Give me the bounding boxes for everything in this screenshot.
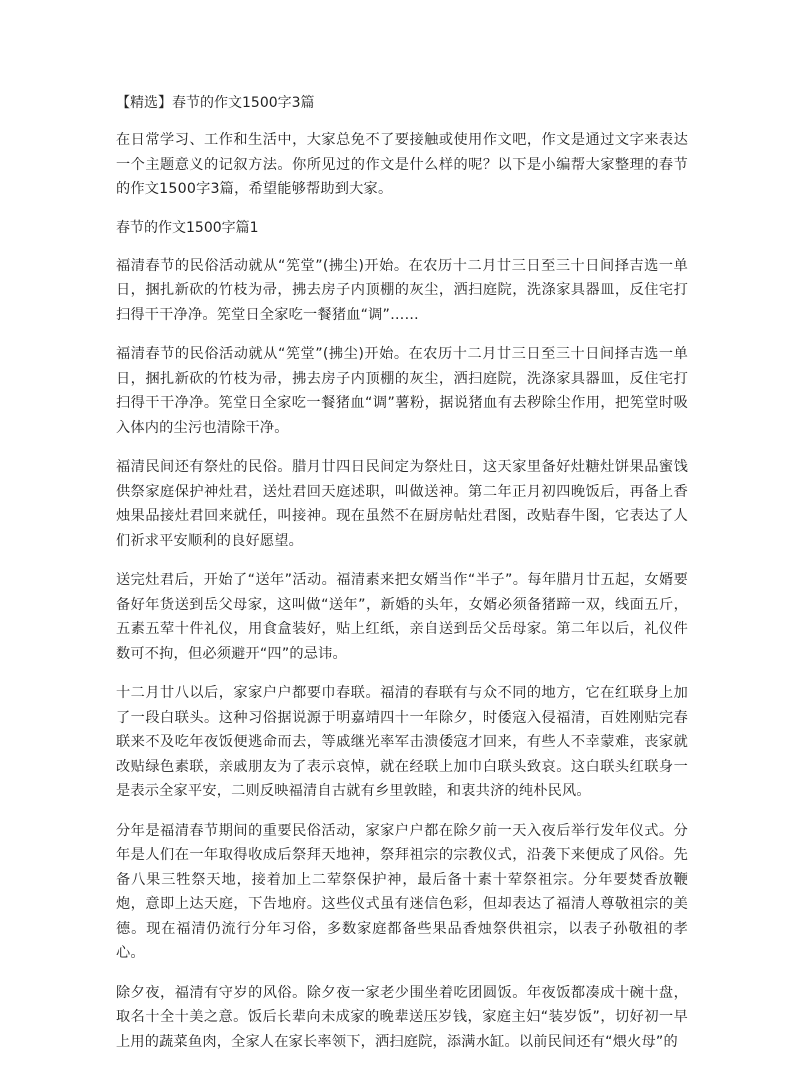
body-paragraph: 福清春节的民俗活动就从“筅堂”(拂尘)开始。在农历十二月廿三日至三十日间择吉选一单日，捆扎新砍的竹枝为帚，拂去房子内顶棚的灰尘，洒扫庭院，洗涤家具器皿，反住宅打扫得干干净净。筅堂日全家吃一餐猪血“调”薯粉，据说猪血有去秽除尘作用，把筅堂时吸入体内的尘污也清除干净。 bbox=[116, 346, 688, 436]
body-paragraph: 福清春节的民俗活动就从“筅堂”(拂尘)开始。在农历十二月廿三日至三十日间择吉选一单日，捆扎新砍的竹枝为帚，拂去房子内顶棚的灰尘，洒扫庭院，洗涤家具器皿，反住宅打扫得干干净净。筅堂日全家吃一餐猪血“调”…… bbox=[116, 257, 688, 323]
body-paragraph: 分年是福清春节期间的重要民俗活动，家家户户都在除夕前一天入夜后举行发年仪式。分年是人们在一年取得收成后祭拜天地神，祭拜祖宗的宗教仪式，沿袭下来便成了风俗。先备八果三牲祭天地，接着加上二荤祭保护神，最后备十素十荤祭祖宗。分年要焚香放鞭炮，意即上达天庭，下告地府。这些仪式虽有迷信色彩，但却表达了福清人尊敬祖宗的美德。现在福清仍流行分年习俗，多数家庭都备些果品香烛祭供祖宗，以表子孙敬祖的孝心。 bbox=[116, 822, 688, 961]
body-paragraph: 十二月廿八以后，家家户户都要巾春联。福清的春联有与众不同的地方，它在红联身上加了一段白联头。这种习俗据说源于明嘉靖四十一年除夕，时倭寇入侵福清，百姓刚贴完春联来不及吃年夜饭便逃命而去，等戚继光率军击溃倭寇才回来，有些人不幸蒙难，丧家就改贴绿色素联，亲戚朋友为了表示哀悼，就在经联上加巾白联头致哀。这白联头红联身一是表示全家平安，二则反映福清自古就有乡里敦睦，和衷共济的纯朴民风。 bbox=[116, 685, 688, 799]
section-heading: 春节的作文1500字篇1 bbox=[116, 219, 259, 236]
document-page bbox=[116, 92, 688, 1069]
intro-paragraph: 在日常学习、工作和生活中，大家总免不了要接触或使用作文吧，作文是通过文字来表达一个主题意义的记叙方法。你所见过的作文是什么样的呢？以下是小编帮大家整理的春节的作文1500字3篇，希望能够帮助到大家。 bbox=[116, 132, 688, 197]
body-paragraph: 送完灶君后，开始了“送年”活动。福清素来把女婿当作“半子”。每年腊月廿五起，女婿要备好年货送到岳父母家，这叫做“送年”，新婚的头年，女婿必须备猪蹄一双，线面五斤，五素五荤十件礼仪，用食盒装好，贴上红纸，亲自送到岳父岳母家。第二年以后，礼仪件数可不拘，但必须避开“四”的忌讳。 bbox=[116, 572, 688, 662]
document-title: 【精选】春节的作文1500字3篇 bbox=[116, 95, 315, 111]
body-paragraph: 福清民间还有祭灶的民俗。腊月廿四日民间定为祭灶日，这天家里备好灶糖灶饼果品蜜饯供祭家庭保护神灶君，送灶君回天庭述职，叫做送神。第二年正月初四晚饭后，再备上香烛果品接灶君回来就任，叫接神。现在虽然不在厨房帖灶君图，改贴春牛图，它表达了人们祈求平安顺利的良好愿望。 bbox=[116, 459, 688, 549]
body-paragraph: 除夕夜，福清有守岁的风俗。除夕夜一家老少围坐着吃团圆饭。年夜饭都凑成十碗十盘，取名十全十美之意。饭后长辈向未成家的晚辈送压岁钱，家庭主妇“装岁饭”，切好初一早上用的蔬菜鱼肉，全家人在家长率领下，洒扫庭院，添满水缸。以前民间还有“煨火母”的 bbox=[116, 984, 688, 1050]
